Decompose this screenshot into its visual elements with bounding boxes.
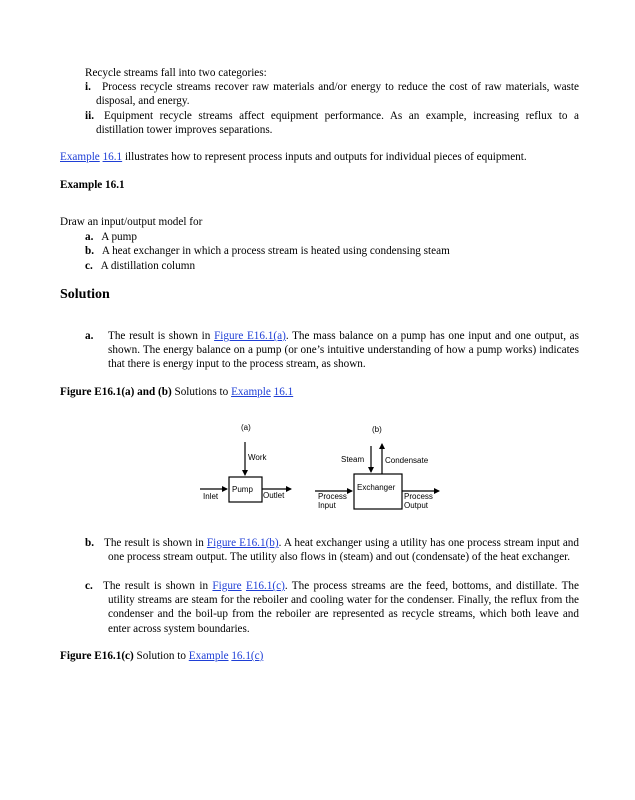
exchanger-label: Exchanger (357, 483, 396, 492)
example-heading: Example 16.1 (60, 179, 125, 191)
solution-item-c (85, 579, 579, 636)
example-number-link[interactable]: 16.1(c) (231, 650, 264, 662)
process-input-label-2: Input (318, 501, 336, 510)
diagram-a-label: (a) (241, 423, 251, 432)
solution-item-text: The result is shown in Figure E16.1(c). The process streams are the feed, bottoms, and distillate. The utility streams are steam for the reboiler and cooling water for the condenser. Finally, the reflux from the condenser and the boil-up from the reboiler are represented as recycle streams, which both leave and enter across system boundaries. (103, 580, 579, 635)
figure-link[interactable]: Figure (212, 580, 242, 592)
example-number-link[interactable]: 16.1 (102, 151, 123, 163)
example-link[interactable]: Example (188, 650, 229, 662)
condensate-label: Condensate (385, 456, 429, 465)
process-input-label-1: Process (318, 492, 347, 501)
work-label: Work (248, 453, 267, 462)
figure-link[interactable]: Figure E16.1(a) (214, 330, 286, 342)
figure-link[interactable]: Figure E16.1(b) (206, 537, 279, 549)
pump-label: Pump (232, 485, 253, 494)
steam-label: Steam (341, 455, 365, 464)
outlet-label: Outlet (263, 491, 285, 500)
recycle-item-1 (85, 80, 579, 108)
list-marker: a. (85, 231, 94, 243)
example-item-c: c. A distillation column (85, 260, 196, 272)
solution-item-a (85, 329, 579, 372)
recycle-item-text: Equipment recycle streams affect equipment performance. As an example, increasing reflux to a distillation tower improves separations. (96, 110, 579, 137)
inlet-label: Inlet (203, 492, 219, 501)
figure-ab-diagram (195, 418, 455, 518)
list-marker: i. (85, 81, 91, 93)
recycle-item-text: Process recycle streams recover raw materials and/or energy to reduce the cost of raw materials, waste disposal, and energy. (96, 81, 579, 108)
figure-c-caption: Figure E16.1(c) Solution to Example 16.1(c) (60, 650, 264, 662)
reference-line: Example 16.1 illustrates how to represent process inputs and outputs for individual pieces of equipment. (60, 151, 527, 163)
example-number-link[interactable]: 16.1 (273, 386, 294, 398)
list-marker: c. (85, 260, 93, 272)
solution-heading: Solution (60, 287, 110, 302)
process-output-label-2: Output (404, 501, 429, 510)
recycle-item-2 (85, 109, 579, 137)
figure-ab-caption: Figure E16.1(a) and (b) Solutions to Example 16.1 (60, 386, 294, 398)
example-prompt: Draw an input/output model for (60, 216, 203, 228)
list-marker: b. (85, 537, 95, 549)
process-output-label-1: Process (404, 492, 433, 501)
solution-item-text: The result is shown in Figure E16.1(a). The mass balance on a pump has one input and one output, as shown. The energy balance on a pump (or one’s intuitive understanding of how a pump works) indicates that there is energy input to the process stream, as shown. (108, 330, 579, 371)
list-marker: c. (85, 580, 93, 592)
example-item-a: a. A pump (85, 231, 137, 243)
example-item-b: b. A heat exchanger in which a process stream is heated using condensing steam (85, 245, 450, 257)
solution-item-text: The result is shown in Figure E16.1(b). A heat exchanger using a utility has one process stream input and one process stream output. The utility also flows in (steam) and out (condensate) of the heat exchanger. (104, 537, 579, 564)
solution-item-b (85, 536, 579, 564)
figure-number-link[interactable]: E16.1(c) (245, 580, 285, 592)
recycle-intro: Recycle streams fall into two categories: (85, 67, 267, 79)
example-link[interactable]: Example (231, 386, 271, 398)
diagram-b-label: (b) (372, 425, 382, 434)
list-marker: a. (85, 330, 94, 342)
list-marker: ii. (85, 110, 95, 122)
list-marker: b. (85, 245, 95, 257)
example-link[interactable]: Example (60, 151, 100, 163)
